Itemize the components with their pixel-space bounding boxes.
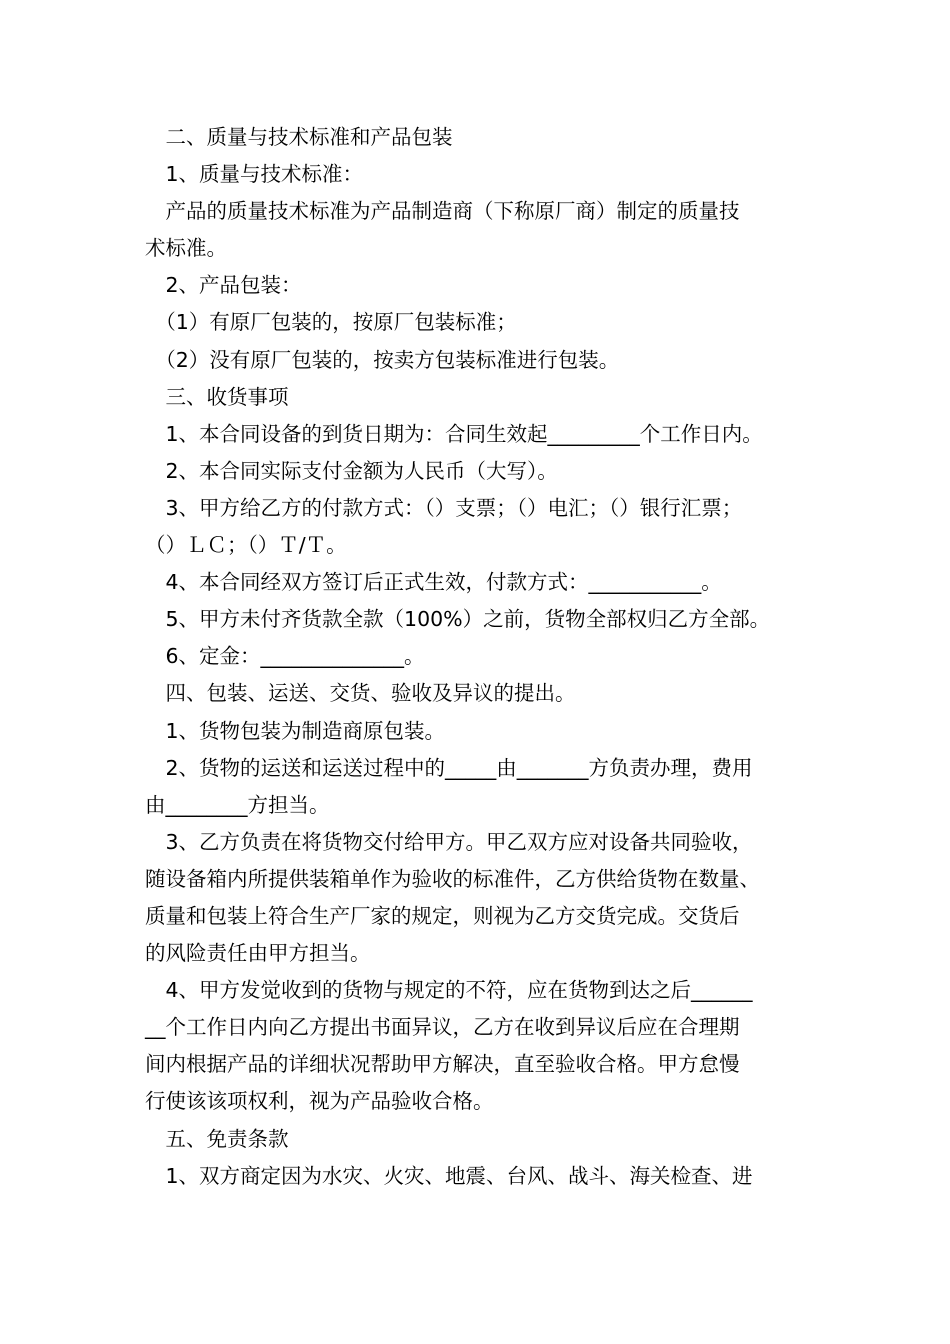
clause-line: 3、甲方给乙方的付款方式：（）支票；（）电汇；（）银行汇票； <box>145 495 743 520</box>
clause-line: 2、货物的运送和运送过程中的_____由_______方负责办理，费用 <box>145 755 753 780</box>
section-heading-quality: 二、质量与技术标准和产品包装 <box>145 125 453 149</box>
clause-line: 4、甲方发觉收到的货物与规定的不符，应在货物到达之后______ <box>145 978 753 1003</box>
clause-line: 间内根据产品的详细状况帮助甲方解决，直至验收合格。甲方怠慢 <box>145 1052 740 1077</box>
clause-line: 行使该该项权利，视为产品验收合格。 <box>145 1089 494 1114</box>
section-heading-exemption: 五、免责条款 <box>145 1126 289 1151</box>
section-heading-receipt: 三、收货事项 <box>145 384 289 409</box>
clause-line: 随设备箱内所提供装箱单作为验收的标准件，乙方供给货物在数量、 <box>145 866 760 891</box>
clause-line: 1、货物包装为制造商原包装。 <box>145 718 446 743</box>
clause-line: （2）没有原厂包装的，按卖方包装标准进行包装。 <box>145 347 620 372</box>
section-heading-packaging: 四、包装、运送、交货、验收及异议的提出。 <box>145 681 576 706</box>
clause-line: 2、产品包装： <box>145 273 302 298</box>
clause-line: 由________方担当。 <box>145 792 330 817</box>
clause-line: 产品的质量技术标准为产品制造商（下称原厂商）制定的质量技 <box>145 199 740 224</box>
clause-line: 的风险责任由甲方担当。 <box>145 941 371 966</box>
clause-line: 5、甲方未付齐货款全款（100%）之前，货物全部权归乙方全部。 <box>145 607 771 632</box>
clause-line: 6、定金：______________。 <box>145 644 425 669</box>
clause-line: 4、本合同经双方签订后正式生效，付款方式：___________。 <box>145 570 722 595</box>
clause-line: 质量和包装上符合生产厂家的规定，则视为乙方交货完成。交货后 <box>145 903 740 928</box>
clause-line: （1）有原厂包装的，按原厂包装标准； <box>145 310 517 335</box>
clause-line: __个工作日内向乙方提出书面异议，乙方在收到异议后应在合理期 <box>145 1015 740 1040</box>
clause-line: 术标准。 <box>145 236 227 261</box>
clause-line: （）ＬＣ；（）Ｔ/Ｔ。 <box>145 533 347 558</box>
clause-line: 3、乙方负责在将货物交付给甲方。甲乙双方应对设备共同验收， <box>145 829 753 854</box>
contract-body <box>145 119 817 1195</box>
clause-line: 1、质量与技术标准： <box>145 162 364 187</box>
clause-line: 1、本合同设备的到货日期为：合同生效起_________个工作日内。 <box>145 421 763 446</box>
clause-line: 1、双方商定因为水灾、火灾、地震、台风、战斗、海关检查、进 <box>145 1163 753 1188</box>
clause-line: 2、本合同实际支付金额为人民币（大写）。 <box>145 458 558 483</box>
